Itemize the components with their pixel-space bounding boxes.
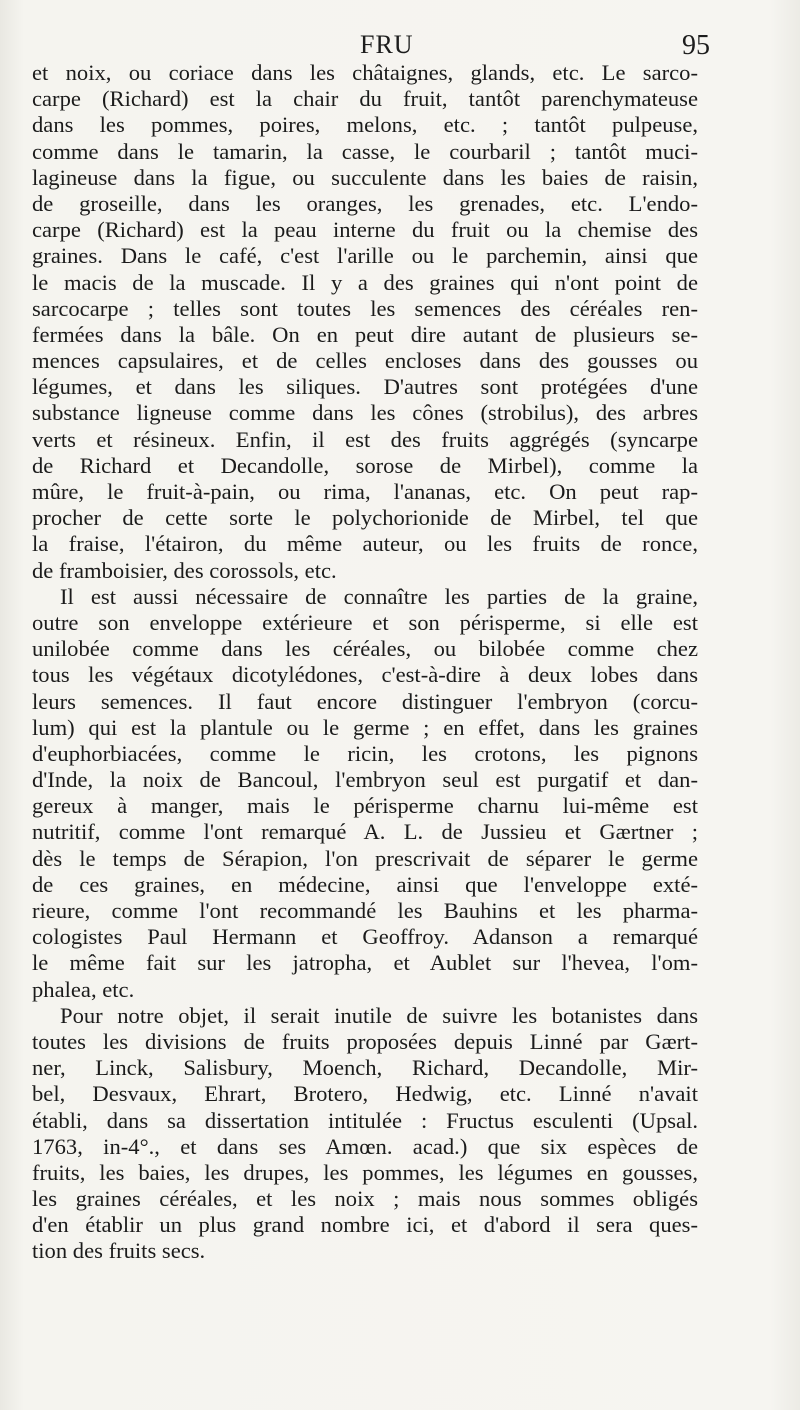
text-line: fruits, les baies, les drupes, les pommes, les légumes en gousses,: [32, 1159, 698, 1185]
text-line: procher de cette sorte le polychorionide de Mirbel, tel que: [32, 505, 698, 531]
text-line: cologistes Paul Hermann et Geoffroy. Adanson a remarqué: [32, 924, 698, 950]
text-line: carpe (Richard) est la peau interne du fruit ou la chemise des: [32, 217, 698, 243]
text-line: de framboisier, des corossols, etc.: [32, 557, 337, 583]
text-line: rieure, comme l'ont recommandé les Bauhins et les pharma-: [32, 898, 698, 923]
text-line: verts et résineux. Enfin, il est des fruits aggrégés (syncarpe: [32, 426, 698, 452]
text-line: nutritif, comme l'ont remarqué A. L. de Jussieu et Gærtner ;: [32, 819, 698, 845]
text-line: bel, Desvaux, Ehrart, Brotero, Hedwig, etc. Linné n'avait: [32, 1081, 698, 1107]
text-line: d'Inde, la noix de Bancoul, l'embryon seul est purgatif et dan-: [32, 767, 698, 793]
text-line: sarcocarpe ; telles sont toutes les semences des céréales ren-: [32, 295, 698, 321]
text-line: dès le temps de Sérapion, l'on prescrivait de séparer le germe: [32, 845, 698, 871]
text-line: mûre, le fruit-à-pain, ou rima, l'ananas, etc. On peut rap-: [32, 479, 698, 504]
text-line: établi, dans sa dissertation intitulée : Fructus esculenti (Upsal.: [32, 1107, 698, 1133]
text-line: fermées dans la bâle. On en peut dire autant de plusieurs se-: [32, 321, 698, 347]
text-line: lagineuse dans la figue, ou succulente dans les baies de raisin,: [32, 164, 698, 190]
text-line: la fraise, l'étairon, du même auteur, ou les fruits de ronce,: [32, 531, 698, 557]
text-line: graines. Dans le café, c'est l'arille ou le parchemin, ainsi que: [32, 243, 698, 269]
text-line: tion des fruits secs.: [32, 1238, 206, 1264]
text-line: tous les végétaux dicotylédones, c'est-à-dire à deux lobes dans: [32, 662, 698, 688]
text-line: Pour notre objet, il serait inutile de suivre les botanistes dans: [60, 1002, 698, 1028]
text-line: phalea, etc.: [32, 976, 135, 1002]
page-number: 95: [682, 30, 710, 61]
text-line: les graines céréales, et les noix ; mais nous sommes obligés: [32, 1186, 698, 1212]
text-line: lum) qui est la plantule ou le germe ; en effet, dans les graines: [32, 714, 698, 740]
text-line: ner, Linck, Salisbury, Moench, Richard, Decandolle, Mir-: [32, 1055, 698, 1081]
body-text: [32, 60, 698, 1265]
text-line: toutes les divisions de fruits proposées depuis Linné par Gært-: [32, 1028, 698, 1054]
text-line: outre son enveloppe extérieure et son périsperme, si elle est: [32, 609, 698, 635]
text-line: légumes, et dans les siliques. D'autres sont protégées d'une: [32, 374, 698, 400]
text-line: le macis de la muscade. Il y a des graines qui n'ont point de: [32, 269, 698, 295]
text-line: substance ligneuse comme dans les cônes (strobilus), des arbres: [32, 400, 698, 426]
text-line: dans les pommes, poires, melons, etc. ; tantôt pulpeuse,: [32, 112, 698, 138]
text-line: et noix, ou coriace dans les châtaignes, glands, etc. Le sarco-: [32, 60, 698, 85]
text-line: de groseille, dans les oranges, les grenades, etc. L'endo-: [32, 190, 698, 216]
text-line: comme dans le tamarin, la casse, le courbaril ; tantôt muci-: [32, 138, 698, 164]
text-line: d'en établir un plus grand nombre ici, et d'abord il sera ques-: [32, 1212, 698, 1238]
text-line: gereux à manger, mais le périsperme charnu lui-même est: [32, 793, 698, 819]
text-line: le même fait sur les jatropha, et Aublet sur l'hevea, l'om-: [32, 950, 698, 976]
text-line: carpe (Richard) est la chair du fruit, tantôt parenchymateuse: [32, 86, 698, 112]
text-line: d'euphorbiacées, comme le ricin, les crotons, les pignons: [32, 740, 698, 766]
text-line: de ces graines, en médecine, ainsi que l'enveloppe exté-: [32, 871, 698, 897]
text-line: mences capsulaires, et de celles encloses dans des gousses ou: [32, 348, 698, 374]
text-line: de Richard et Decandolle, sorose de Mirbel), comme la: [32, 452, 698, 478]
text-line: leurs semences. Il faut encore distinguer l'embryon (corcu-: [32, 688, 698, 714]
text-line: unilobée comme dans les céréales, ou bilobée comme chez: [32, 636, 698, 662]
text-line: 1763, in-4°., et dans ses Amœn. acad.) que six espèces de: [32, 1133, 698, 1159]
running-head: FRU: [360, 30, 414, 59]
text-line: Il est aussi nécessaire de connaître les parties de la graine,: [60, 583, 698, 609]
